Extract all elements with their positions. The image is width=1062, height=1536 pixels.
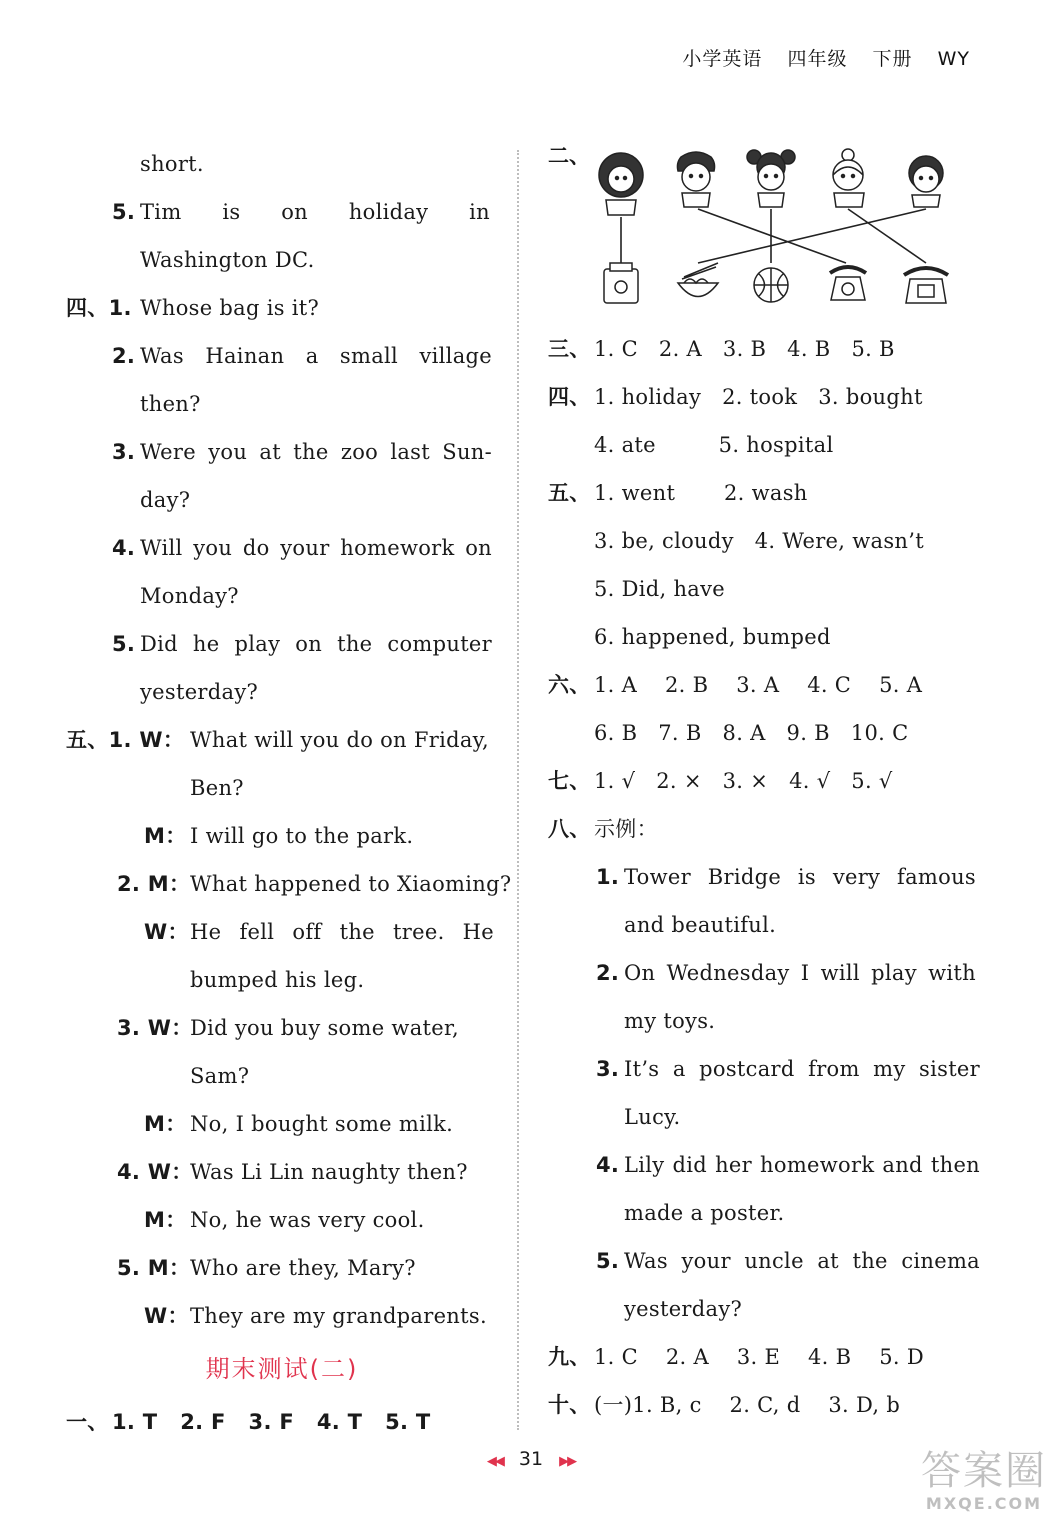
answer-line	[548, 325, 988, 373]
answer-text: Was your uncle at the cinema	[624, 1249, 980, 1273]
answer-line	[548, 997, 988, 1045]
answer-text: No, he was very cool.	[190, 1208, 425, 1232]
section-marker: 一、	[66, 1410, 109, 1434]
next-arrow-icon: ▶▶	[559, 1454, 576, 1469]
answer-text: yesterday?	[624, 1297, 743, 1321]
answer-line	[548, 805, 988, 853]
answer-line	[548, 1045, 988, 1093]
watermark-url: MXQE.COM	[925, 1494, 1043, 1513]
speaker-label: 2. M：	[117, 872, 191, 896]
answer-line	[548, 709, 988, 757]
section-marker: 八、	[548, 817, 591, 841]
header-volume: 下册	[872, 48, 913, 70]
answer-line	[62, 620, 502, 668]
answer-line	[62, 236, 502, 284]
answer-line	[62, 140, 502, 188]
answer-line	[548, 421, 988, 469]
boy-spiky-hair-icon	[677, 152, 714, 207]
item-number: 4.	[112, 536, 136, 560]
answer-text: Lucy.	[624, 1105, 681, 1129]
answer-line	[62, 1398, 502, 1446]
answer-line	[62, 908, 502, 956]
answer-line	[62, 284, 502, 332]
answer-line	[548, 1189, 988, 1237]
answer-text: 1. A 2. B 3. A 4. C 5. A	[594, 673, 923, 697]
answer-text: It’s a postcard from my sister	[624, 1057, 980, 1081]
answer-line	[548, 1141, 988, 1189]
answer-line	[548, 853, 988, 901]
speaker-label: 5. M：	[117, 1256, 191, 1280]
speaker-label: M：	[144, 1112, 187, 1136]
answer-text: day?	[140, 488, 191, 512]
answer-text: (一)1. B, c 2. C, d 3. D, b	[594, 1393, 901, 1417]
answer-line	[62, 764, 502, 812]
answer-text: Whose bag is it?	[140, 296, 320, 320]
answer-text: 4. ate 5. hospital	[594, 433, 834, 457]
answer-text: Who are they, Mary?	[190, 1256, 416, 1280]
answer-text: What will you do on Friday,	[190, 728, 489, 752]
section-marker: 六、	[548, 673, 591, 697]
noodles-bowl-icon	[678, 263, 718, 297]
section-title: 期末测试(二)	[205, 1355, 359, 1383]
answer-line	[62, 956, 502, 1004]
answer-line	[62, 1148, 502, 1196]
page-number: 31	[518, 1448, 544, 1470]
girl-curly-hair-icon	[599, 153, 643, 215]
item-number: 2.	[112, 344, 136, 368]
answer-text: He fell off the tree. He	[190, 920, 494, 944]
matching-lines	[621, 209, 926, 263]
left-column	[62, 140, 512, 1446]
speaker-label: 4. W：	[117, 1160, 193, 1184]
answer-text: 1. holiday 2. took 3. bought	[594, 385, 923, 409]
section-marker: 七、	[548, 769, 591, 793]
answer-text: and beautiful.	[624, 913, 777, 937]
answer-text: On Wednesday I will play with	[624, 961, 976, 985]
answer-line	[62, 860, 512, 908]
section-marker: 九、	[548, 1345, 591, 1369]
answer-text: They are my grandparents.	[190, 1304, 487, 1328]
answer-line	[62, 572, 502, 620]
speaker-label: W：	[144, 1304, 189, 1328]
section-marker: 十、	[548, 1393, 591, 1417]
answer-text: 1. T 2. F 3. F 4. T 5. T	[112, 1410, 431, 1434]
answer-text: 1. went 2. wash	[594, 481, 808, 505]
matching-illustration	[548, 140, 988, 325]
answer-line	[62, 524, 502, 572]
answer-text: Lily did her homework and then	[624, 1153, 980, 1177]
answer-text: Sam?	[190, 1064, 250, 1088]
item-number: 5.	[112, 200, 136, 224]
answer-text: Will you do your homework on	[140, 536, 492, 560]
answer-text: 示例：	[594, 817, 658, 841]
answer-text: No, I bought some milk.	[190, 1112, 454, 1136]
answer-line	[62, 332, 502, 380]
answer-text: bumped his leg.	[190, 968, 365, 992]
item-number: 1.	[596, 865, 620, 889]
answer-text: 6. happened, bumped	[594, 625, 831, 649]
answer-text: 5. Did, have	[594, 577, 725, 601]
section-marker: 二、	[548, 144, 590, 168]
matching-diagram-icon	[586, 145, 966, 315]
header-grade: 四年级	[787, 48, 848, 70]
speaker-label: M：	[144, 824, 187, 848]
answer-text: Tim is on holiday in	[140, 200, 490, 224]
answer-line	[62, 1004, 502, 1052]
answer-text: Did he play on the computer	[140, 632, 492, 656]
answer-text: Monday?	[140, 584, 239, 608]
toy-box-icon	[604, 263, 638, 303]
answer-line	[548, 757, 988, 805]
answer-line	[62, 1244, 502, 1292]
answer-text: Ben?	[190, 776, 244, 800]
answer-text: Were you at the zoo last Sun-	[140, 440, 492, 464]
right-column	[548, 140, 988, 1429]
section-marker: 四、1.	[66, 296, 132, 320]
answer-line	[548, 1333, 988, 1381]
grandmother-icon	[833, 149, 864, 207]
item-number: 2.	[596, 961, 620, 985]
page-header	[664, 44, 970, 71]
answer-line	[548, 373, 988, 421]
answer-text: short.	[140, 152, 204, 176]
answer-line	[548, 1237, 988, 1285]
answer-text: 1. C 2. A 3. B 4. B 5. B	[594, 337, 895, 361]
section-marker: 五、1. W：	[66, 728, 185, 752]
answer-text: What happened to Xiaoming?	[190, 872, 512, 896]
answer-line	[548, 1093, 988, 1141]
answer-text: 1. C 2. A 3. E 4. B 5. D	[594, 1345, 924, 1369]
item-number: 4.	[596, 1153, 620, 1177]
answer-line	[548, 1381, 988, 1429]
answer-text: my toys.	[624, 1009, 716, 1033]
telephone-icon	[830, 267, 866, 300]
answer-text: 6. B 7. B 8. A 9. B 10. C	[594, 721, 909, 745]
speaker-label: 3. W：	[117, 1016, 193, 1040]
answer-line	[62, 668, 502, 716]
answer-text: I will go to the park.	[190, 824, 414, 848]
item-number: 3.	[112, 440, 136, 464]
answer-line	[548, 949, 988, 997]
answer-line	[62, 812, 502, 860]
answer-line	[548, 613, 988, 661]
basketball-icon	[754, 268, 788, 302]
watermark-logo	[914, 1448, 1054, 1528]
answer-line	[62, 1100, 502, 1148]
answer-text: 3. be, cloudy 4. Were, wasn’t	[594, 529, 924, 553]
answer-text: Washington DC.	[140, 248, 315, 272]
section-marker: 三、	[548, 337, 591, 361]
answer-line	[62, 1196, 502, 1244]
header-subject: 小学英语	[682, 48, 763, 70]
page-footer	[0, 1448, 1062, 1470]
answer-line	[62, 380, 502, 428]
answer-text: Did you buy some water,	[190, 1016, 459, 1040]
answer-line	[62, 716, 502, 764]
answer-line	[548, 661, 988, 709]
girl-buns-icon	[747, 150, 795, 207]
old-telephone-icon	[904, 268, 948, 303]
watermark-text: 答案圈	[921, 1448, 1047, 1494]
item-number: 5.	[112, 632, 136, 656]
answer-line	[62, 428, 502, 476]
answer-line	[62, 188, 502, 236]
speaker-label: W：	[144, 920, 189, 944]
column-divider	[517, 150, 519, 1430]
answer-line	[62, 1052, 502, 1100]
boy-short-hair-icon	[909, 156, 943, 207]
answer-text: then?	[140, 392, 201, 416]
header-edition: WY	[937, 48, 970, 70]
item-number: 3.	[596, 1057, 620, 1081]
answer-text: made a poster.	[624, 1201, 785, 1225]
answer-text: yesterday?	[140, 680, 259, 704]
section-marker: 五、	[548, 481, 591, 505]
answer-line	[548, 901, 988, 949]
answer-text: Was Li Lin naughty then?	[190, 1160, 468, 1184]
answer-text: 1. √ 2. × 3. × 4. √ 5. √	[594, 769, 893, 793]
answer-line	[548, 469, 988, 517]
prev-arrow-icon: ◀◀	[486, 1454, 503, 1469]
speaker-label: M：	[144, 1208, 187, 1232]
answer-line	[62, 476, 502, 524]
answer-line	[548, 517, 988, 565]
section-marker: 四、	[548, 385, 591, 409]
item-number: 5.	[596, 1249, 620, 1273]
answer-text: Tower Bridge is very famous	[624, 865, 976, 889]
answer-line	[62, 1292, 502, 1340]
answer-line	[548, 1285, 988, 1333]
answer-text: Was Hainan a small village	[140, 344, 492, 368]
answer-line	[548, 565, 988, 613]
